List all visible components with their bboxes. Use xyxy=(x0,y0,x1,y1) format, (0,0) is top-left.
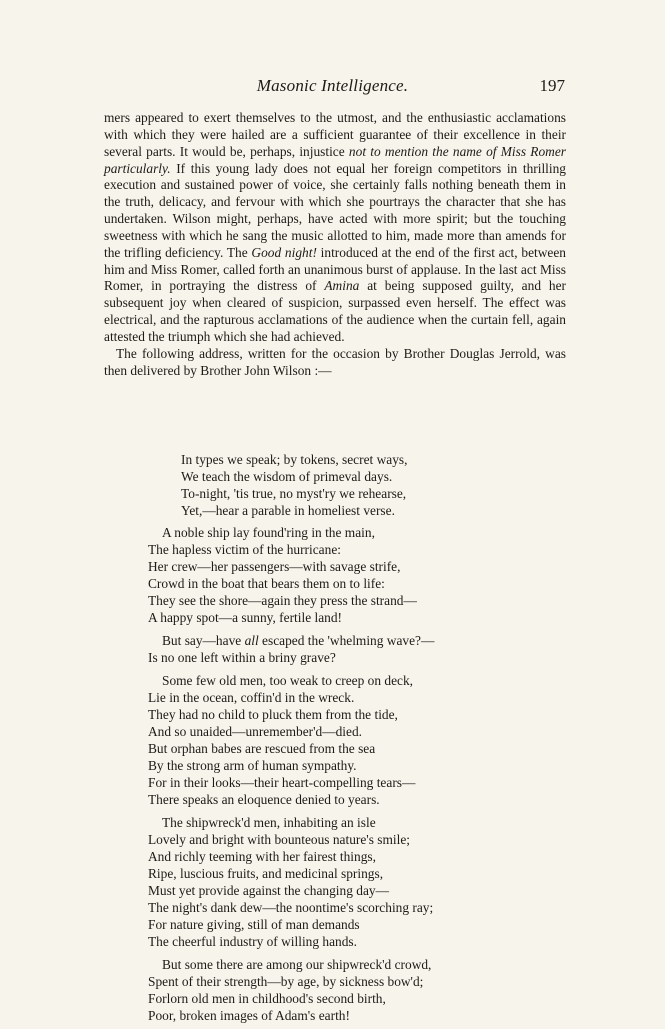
poem-line: The night's dank dew—the noontime's scorching ray; xyxy=(148,900,434,915)
poem-line: Is no one left within a briny grave? xyxy=(148,650,336,665)
poem-line: Spent of their strength—by age, by sickness bow'd; xyxy=(148,974,424,989)
page-title: Masonic Intelligence. xyxy=(256,76,409,95)
poem-line: Some few old men, too weak to creep on deck, xyxy=(162,673,413,688)
poem-line: Poor, broken images of Adam's earth! xyxy=(148,1008,350,1023)
poem-line: The shipwreck'd men, inhabiting an isle xyxy=(162,815,376,830)
paragraph-2: The following address, written for the occasion by Brother Douglas Jerrold, was then delivered by Brother John Wilson :— xyxy=(104,345,566,378)
poem-line: The cheerful industry of willing hands. xyxy=(148,934,357,949)
poem-line: But orphan babes are rescued from the sea xyxy=(148,741,376,756)
poem-line: They see the shore—again they press the strand— xyxy=(148,593,417,608)
poem-line: But some there are among our shipwreck'd crowd, xyxy=(162,957,432,972)
poem-line: Ripe, luscious fruits, and medicinal springs, xyxy=(148,866,384,881)
poem-line: Lie in the ocean, coffin'd in the wreck. xyxy=(148,690,355,705)
poem-line: There speaks an eloquence denied to years. xyxy=(148,792,380,807)
poem-line: But say—have all escaped the 'whelming wave?— xyxy=(162,633,435,648)
poem-line: By the strong arm of human sympathy. xyxy=(148,758,357,773)
poem-line: For in their looks—their heart-compelling tears— xyxy=(148,775,416,790)
poem-line: For nature giving, still of man demands xyxy=(148,917,360,932)
poem-line: A happy spot—a sunny, fertile land! xyxy=(148,610,342,625)
poem-line: We teach the wisdom of primeval days. xyxy=(181,469,393,484)
poem-line: Her crew—her passengers—with savage strife, xyxy=(148,559,401,574)
poem-line: The hapless victim of the hurricane: xyxy=(148,542,341,557)
poem-line: Lovely and bright with bounteous nature's smile; xyxy=(148,832,411,847)
running-header xyxy=(0,76,665,100)
poem-line: In types we speak; by tokens, secret ways, xyxy=(181,452,408,467)
poem-line: And richly teeming with her fairest things, xyxy=(148,849,376,864)
poem-line: Forlorn old men in childhood's second birth, xyxy=(148,991,386,1006)
page-number: 197 xyxy=(539,76,565,95)
poem-line: Crowd in the boat that bears them on to life: xyxy=(148,576,385,591)
poem-line: To-night, 'tis true, no myst'ry we rehearse, xyxy=(181,486,407,501)
poem-line: They had no child to pluck them from the tide, xyxy=(148,707,398,722)
paragraph-1: mers appeared to exert themselves to the utmost, and the enthusiastic acclamations with which they were hailed are a sufficient guarantee of their excellence in their several parts. It would be, perhaps, injustice not to mention the name of Miss Romer particularly. If this young lady does not equal her foreign competitors in thrilling execution and sustained power of voice, she certainly falls nothing beneath them in the truth, delicacy, and fervour with which she pourtrays the character that she has undertaken. Wilson might, perhaps, have acted with more spirit; but the touching sweetness with which he sang the music allotted to him, made more than amends for the trifling deficiency. The Good night! introduced at the end of the first act, between him and Miss Romer, called forth an unanimous burst of applause. In the last act Miss Romer, in portraying the distress of Amina at being supposed guilty, and her subsequent joy when cleared of suspicion, surpassed even herself. The effect was electrical, and the rapturous acclamations of the audience when the curtain fell, again attested the triumph which she had achieved. xyxy=(104,110,566,344)
prose-block xyxy=(104,110,566,380)
poem-line: Must yet provide against the changing day— xyxy=(148,883,389,898)
poem-line: And so unaided—unremember'd—died. xyxy=(148,724,363,739)
poem-line: A noble ship lay found'ring in the main, xyxy=(162,525,375,540)
poem-line: Yet,—hear a parable in homeliest verse. xyxy=(181,503,395,518)
